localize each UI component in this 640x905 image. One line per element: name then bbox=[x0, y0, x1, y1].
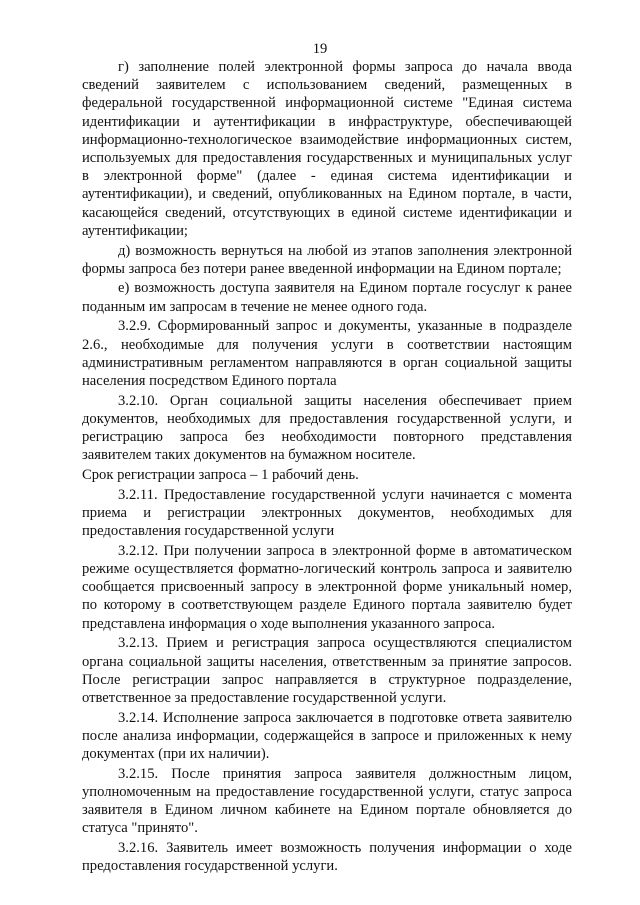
paragraph-e: е) возможность доступа заявителя на Едином портале госуслуг к ранее поданным им запросам в течение не менее одного года. bbox=[82, 280, 572, 315]
paragraph-3-2-10: 3.2.10. Орган социальной защиты населения обеспечивает прием документов, необходимых для предоставления государственной услуги, и регистрацию запроса без необходимости повторного представления заявителем таких документов на бумажном носителе. bbox=[82, 392, 572, 464]
paragraph-3-2-16: 3.2.16. Заявитель имеет возможность получения информации о ходе предоставления государственной услуги. bbox=[82, 840, 572, 875]
document-body bbox=[82, 58, 572, 877]
page-number: 19 bbox=[312, 41, 328, 57]
paragraph-3-2-13: 3.2.13. Прием и регистрация запроса осуществляются специалистом органа социальной защиты населения, ответственным за принятие запросов. После регистрации запрос направляется в структурное подразделение, ответственное за предоставление государственной услуги. bbox=[82, 635, 572, 706]
paragraph-d: д) возможность вернуться на любой из этапов заполнения электронной формы запроса без потери ранее введенной информации на Едином портале; bbox=[82, 242, 572, 277]
paragraph-3-2-11: 3.2.11. Предоставление государственной услуги начинается с момента приема и регистрации электронных документов, необходимых для предоставления государственной услуги bbox=[82, 486, 572, 540]
paragraph-3-2-14: 3.2.14. Исполнение запроса заключается в подготовке ответа заявителю после анализа информации, содержащейся в запросе и приложенных к нему документах (при их наличии). bbox=[82, 709, 572, 763]
paragraph-g: г) заполнение полей электронной формы запроса до начала ввода сведений заявителем с использованием сведений, размещенных в федеральной государственной информационной системе "Единая система идентификации и аутентификации в инфраструктуре, обеспечивающей информационно-технологическое взаимодействие информационных систем, используемых для предоставления государственных и муниципальных услуг в электронной форме" (далее - единая система идентификации и аутентификации), и сведений, опубликованных на Едином портале, в части, касающейся сведений, отсутствующих в единой системе идентификации и аутентификации; bbox=[82, 59, 572, 239]
paragraph-3-2-12: 3.2.12. При получении запроса в электронной форме в автоматическом режиме осуществляется форматно-логический контроль запроса и заявителю сообщается присвоенный запросу в электронной форме уникальный номер, по которому в соответствующем разделе Единого портала заявителю будет представлена информация о ходе выполнения указанного запроса. bbox=[82, 542, 572, 632]
paragraph-3-2-15: 3.2.15. После принятия запроса заявителя должностным лицом, уполномоченным на предоставление государственной услуги, статус запроса заявителя в Едином личном кабинете на Едином портале обновляется до статуса "принято". bbox=[82, 765, 572, 837]
paragraph-3-2-9: 3.2.9. Сформированный запрос и документы, указанные в подразделе 2.6., необходимые для получения услуги в соответствии настоящим административным регламентом направляются в орган социальной защиты населения посредством Единого портала bbox=[82, 318, 572, 389]
paragraph-registration-term: Срок регистрации запроса – 1 рабочий день. bbox=[82, 466, 359, 483]
